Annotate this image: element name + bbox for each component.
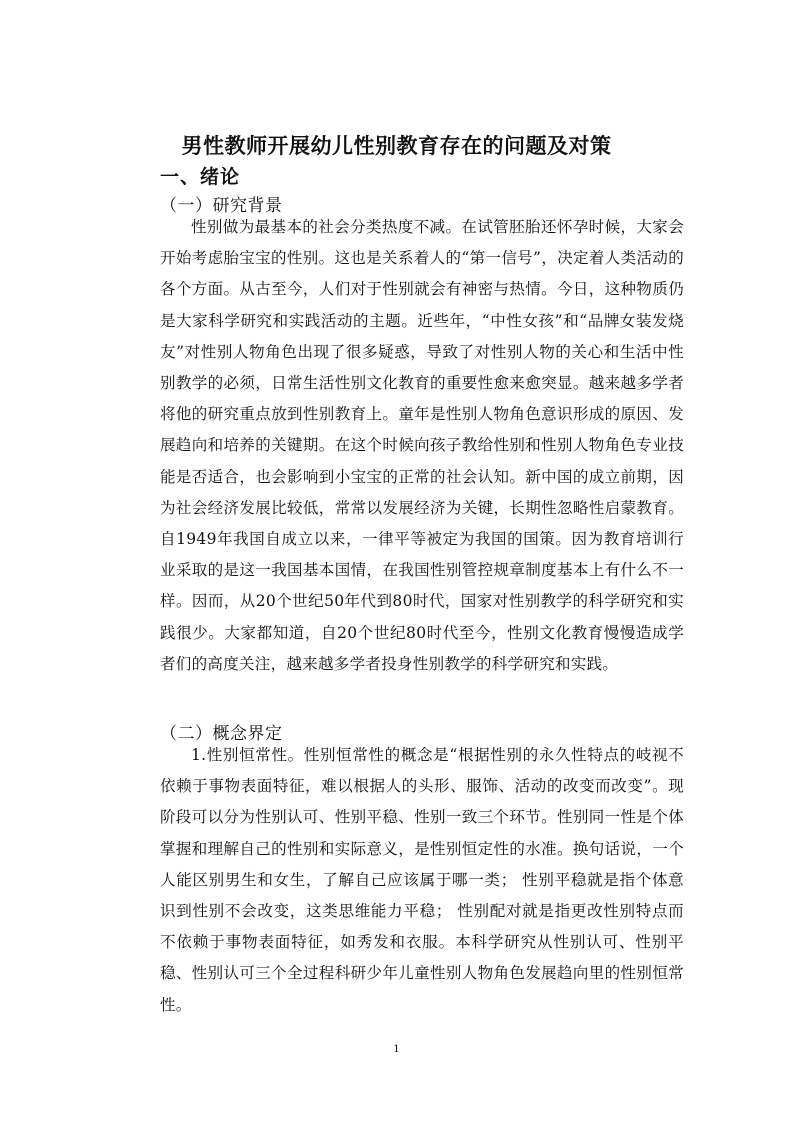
page-number: 1 bbox=[393, 1044, 400, 1055]
background-paragraph: 性别做为最基本的社会分类热度不减。在试管胚胎还怀孕时候，大家会开始考虑胎宝宝的性别。这也是关系着人的“第一信号”，决定着人类活动的各个方面。从古至今，人们对于性别就会有神密与热情。今日，这种物质仍是大家科学研究和实践活动的主题。近些年，“中性女孩”和“品牌女装发烧友”对性别人物角色出现了很多疑惑，导致了对性别人物的关心和生活中性别教学的必须，日常生活性别文化教育的重要性愈来愈突显。越来越多学者将他的研究重点放到性别教育上。童年是性别人物角色意识形成的原因、发展趋向和培养的关键期。在这个时候向孩子教给性别和性别人物角色专业技能是否适合，也会影响到小宝宝的正常的社会认知。新中国的成立前期，因为社会经济发展比较低，常常以发展经济为关键，长期性忽略性启蒙教育。自1949年我国自成立以来，一律平等被定为我国的国策。因为教育培训行业采取的是这一我国基本国情，在我国性别管控规章制度基本上有什么不一样。因而，从20个世纪50年代到80时代，国家对性别教学的科学研究和实践很少。大家都知道，自20个世纪80时代至今，性别文化教育慢慢造成学者们的高度关注，越来越多学者投身性别教学的科学研究和实践。 bbox=[160, 218, 684, 673]
section-heading-introduction: 一、绪论 bbox=[160, 166, 241, 188]
concept-paragraph: 1.性别恒常性。性别恒常性的概念是“根据性别的永久性特点的岐视不依赖于事物表面特征，难以根据人的头形、服饰、活动的改变而改变”。现阶段可以分为性别认可、性别平稳、性别一致三个环节。性别同一性是个体掌握和理解自己的性别和实际意义，是性别恒定性的水准。换句话说，一个人能区别男生和女生，了解自己应该属于哪一类； 性别平稳就是指个体意识到性别不会改变，这类思维能力平稳； 性别配对就是指更改性别特点而不依赖于事物表面特征，如秀发和衣服。本科学研究从性别认可、性别平稳、性别认可三个全过程科研少年儿童性别人物角色发展趋向里的性别恒常性。 bbox=[160, 746, 684, 1014]
subsection-heading-background: （一）研究背景 bbox=[160, 196, 283, 216]
subsection-heading-concepts: （二）概念界定 bbox=[160, 724, 283, 744]
document-title: 男性教师开展幼儿性别教育存在的问题及对策 bbox=[181, 134, 612, 158]
